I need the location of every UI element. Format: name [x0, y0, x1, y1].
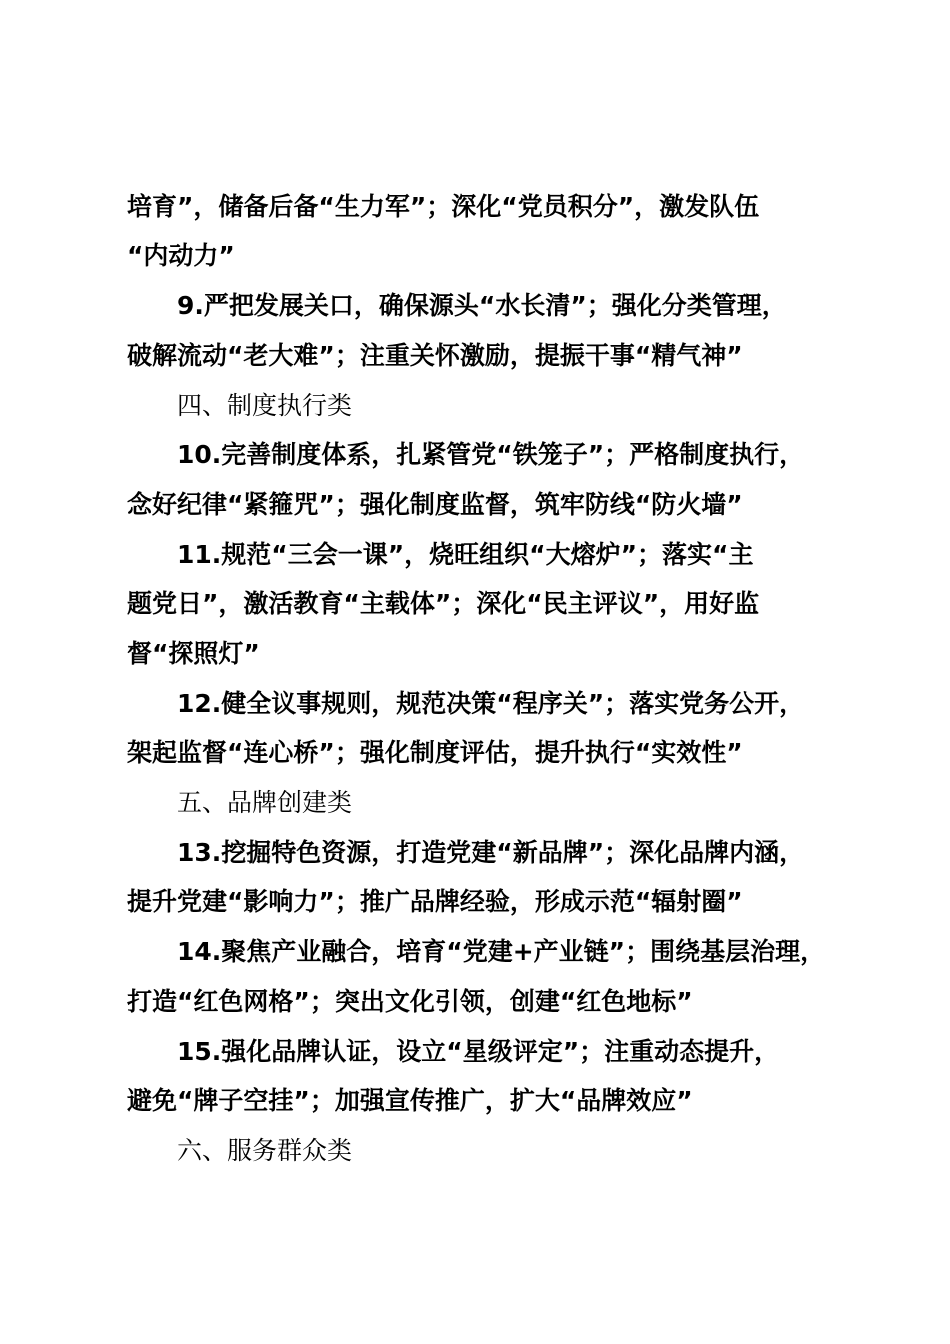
numbered-item-14: 14.聚焦产业融合，培育“党建+产业链”；围绕基层治理， [177, 937, 826, 966]
text-line: 题党日”，激活教育“主载体”；深化“民主评议”，用好监 [127, 589, 760, 618]
text-line: 架起监督“连心桥”；强化制度评估，提升执行“实效性” [127, 738, 743, 767]
section-heading: 五、品牌创建类 [177, 788, 353, 817]
numbered-item-12: 12.健全议事规则，规范决策“程序关”；落实党务公开， [177, 689, 805, 718]
text-line: “内动力” [127, 241, 235, 270]
text-line: 念好纪律“紧箍咒”；强化制度监督，筑牢防线“防火墙” [127, 490, 743, 519]
text-line: 打造“红色网格”；突出文化引领，创建“红色地标” [127, 987, 693, 1016]
numbered-item-11: 11.规范“三会一课”，烧旺组织“大熔炉”；落实“主 [177, 540, 754, 569]
section-heading: 四、制度执行类 [177, 391, 353, 420]
numbered-item-13: 13.挖掘特色资源，打造党建“新品牌”；深化品牌内涵， [177, 838, 805, 867]
numbered-item-9: 9.严把发展关口，确保源头“水长清”；强化分类管理， [177, 291, 787, 320]
text-line: 避免“牌子空挂”；加强宣传推广，扩大“品牌效应” [127, 1086, 693, 1115]
text-line: 提升党建“影响力”；推广品牌经验，形成示范“辐射圈” [127, 887, 743, 916]
numbered-item-10: 10.完善制度体系，扎紧管党“铁笼子”；严格制度执行， [177, 440, 805, 469]
text-line: 督“探照灯” [127, 639, 260, 668]
text-line: 破解流动“老大难”；注重关怀激励，提振干事“精气神” [127, 341, 743, 370]
numbered-item-15: 15.强化品牌认证，设立“星级评定”；注重动态提升， [177, 1037, 780, 1066]
text-line: 培育”，储备后备“生力军”；深化“党员积分”，激发队伍 [127, 192, 760, 221]
section-heading: 六、服务群众类 [177, 1136, 353, 1165]
